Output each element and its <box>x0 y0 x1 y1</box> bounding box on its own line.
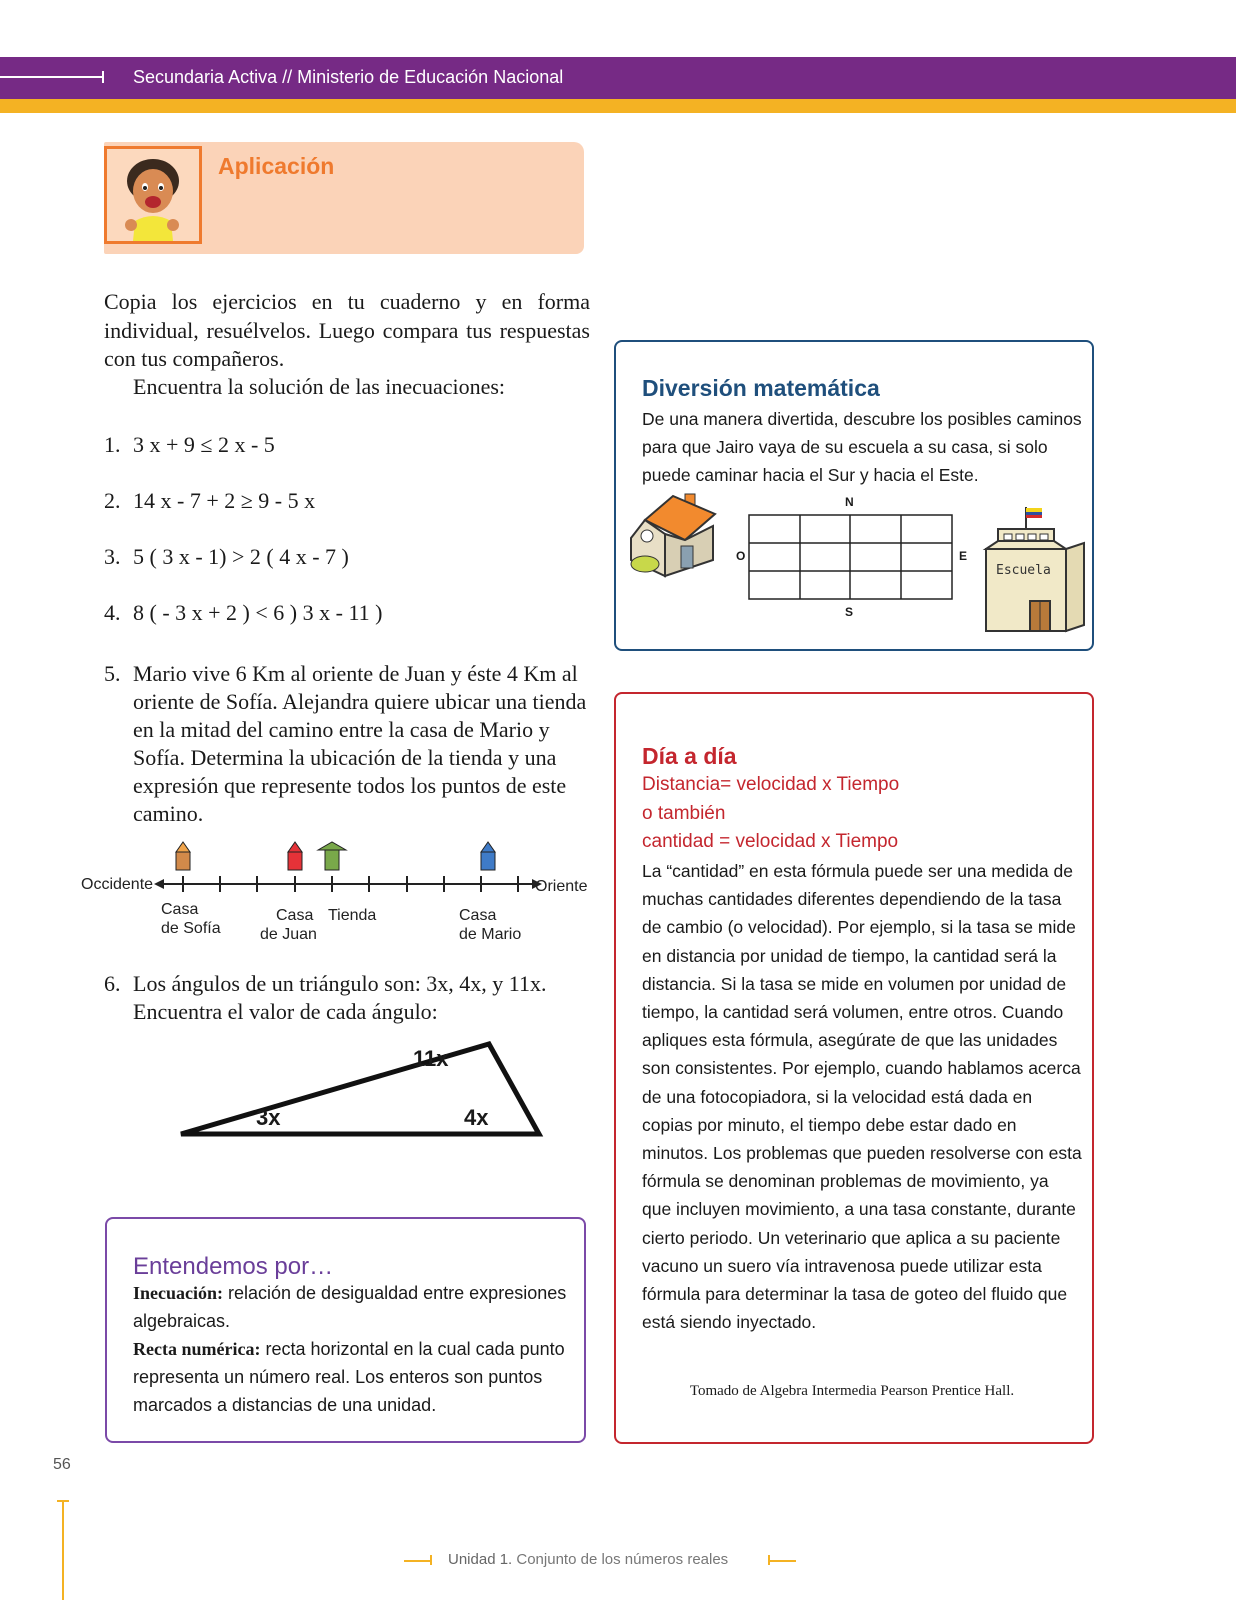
angle-right: 4x <box>464 1105 489 1130</box>
header-accent-stripe <box>0 99 1236 113</box>
entendemos-definitions <box>133 1279 573 1419</box>
exercise-1: 1. 3 x + 9 ≤ 2 x - 5 <box>104 432 275 457</box>
marker-tienda <box>318 842 346 870</box>
triangle-diagram <box>175 1040 545 1140</box>
exercise-1-text: 3 x + 9 ≤ 2 x - 5 <box>133 432 275 457</box>
exercise-5: 5. Mario vive 6 Km al oriente de Juan y éste 4 Km al oriente de Sofía. Alejandra quiere ubicar una tienda en la mitad del camino entre la casa de Mario y Sofía. Determina la ubicación de la tienda y una expresión que represente todos los puntos de este camino. <box>104 660 590 828</box>
label-occidente: Occidente <box>81 876 154 893</box>
formula-o-tambien: o también <box>642 802 726 824</box>
label-tienda: Tienda <box>328 907 377 924</box>
exercise-4-text: 8 ( - 3 x + 2 ) < 6 ) 3 x - 11 ) <box>133 600 383 625</box>
exercise-2-text: 14 x - 7 + 2 ≥ 9 - 5 x <box>133 488 316 513</box>
label-casa-sofia: Casa de Sofía <box>161 901 221 937</box>
exercise-6: 6. Los ángulos de un triángulo son: 3x, 4x, y 11x. Encuentra el valor de cada ángulo: <box>104 970 590 1026</box>
label-oriente: Oriente <box>535 878 588 895</box>
compass-s: S <box>845 605 854 619</box>
house-icon <box>625 490 725 580</box>
angle-left: 3x <box>256 1105 281 1130</box>
number-line <box>150 840 590 900</box>
header-rule-tick <box>102 71 104 83</box>
term-recta-numerica: Recta numérica: <box>133 1339 261 1359</box>
footer-tick-left <box>430 1555 432 1565</box>
footer-unit-title: Conjunto de los números reales <box>512 1551 729 1568</box>
diversion-title: Diversión matemática <box>642 375 880 401</box>
footer-unit-number: Unidad 1. <box>448 1551 513 1568</box>
compass-n: N <box>845 495 854 509</box>
label-casa-juan: Casa de Juan <box>260 907 317 943</box>
source-credit: Tomado de Algebra Intermedia Pearson Prentice Hall. <box>689 1383 1015 1399</box>
label-casa-mario: Casa de Mario <box>459 907 522 943</box>
exercise-6-text: Los ángulos de un triángulo son: 3x, 4x, y 11x. Encuentra el valor de cada ángulo: <box>133 971 547 1024</box>
footer-rule-right <box>768 1560 796 1562</box>
exercise-3-text: 5 ( 3 x - 1) > 2 ( 4 x - 7 ) <box>133 544 349 569</box>
student-illustration <box>104 146 202 244</box>
dia-a-dia-body: La “cantidad” en esta fórmula puede ser una medida de muchas cantidades diferentes dependiendo de la tasa de cambio (o velocidad). Por ejemplo, si la tasa se mide en distancia por unidad de tiempo, la cantidad será la distancia. Si la tasa se mide en volumen por unidad de tiempo, la cantidad será volumen, entre otros. Cuando apliques esta fórmula, asegúrate de que las unidades son consistentes. Por ejemplo, cuando hablamos acerca de una fotocopiadora, si la velocidad está dada en copias por minuto, el tiempo debe estar dado en minutos. Los problemas que pueden resolverse con esta fórmula se denominan problemas de movimiento, ya que incluyen movimiento, a una tasa constante, durante cierto periodo. Un veterinario que aplica a su paciente vacuno un suero vía intravenosa puede utilizar esta fórmula para determinar la tasa de goteo del fluido que está siendo inyectado. <box>642 861 1082 1333</box>
intro-paragraph: Copia los ejercicios en tu cuaderno y en forma individual, resuélvelos. Luego compara tus respuestas con tus compañeros. <box>104 289 590 371</box>
footer-unit <box>448 1551 728 1568</box>
student-icon <box>107 149 199 241</box>
footer-rule-left <box>404 1560 432 1562</box>
formula-lines <box>642 771 899 857</box>
exercise-2: 2. 14 x - 7 + 2 ≥ 9 - 5 x <box>104 488 316 513</box>
aplicacion-title: Aplicación <box>218 153 335 179</box>
margin-rule <box>62 1500 64 1600</box>
compass-o: O <box>736 549 746 563</box>
compass-e: E <box>959 549 968 563</box>
school-sign: Escuela <box>996 563 1051 578</box>
formula-cantidad: cantidad = velocidad x Tiempo <box>642 831 899 852</box>
route-grid <box>730 495 970 620</box>
def-inecuacion: relación de desigualdad entre expresiones algebraicas. <box>133 1283 567 1331</box>
instruction: Encuentra la solución de las inecuaciones: <box>133 374 506 399</box>
diversion-text: De una manera divertida, descubre los posibles caminos para que Jairo vaya de su escuela a su casa, si solo puede caminar hacia el Sur y hacia el Este. <box>642 409 1082 485</box>
page-number: 56 <box>53 1456 71 1473</box>
dia-a-dia-title: Día a día <box>642 743 737 769</box>
exercise-4: 4. 8 ( - 3 x + 2 ) < 6 ) 3 x - 11 ) <box>104 600 383 625</box>
header-rule <box>0 76 104 78</box>
term-inecuacion: Inecuación: <box>133 1283 223 1303</box>
exercise-3: 3. 5 ( 3 x - 1) > 2 ( 4 x - 7 ) <box>104 544 349 569</box>
entendemos-title: Entendemos por… <box>133 1253 334 1280</box>
formula-distancia: Distancia= velocidad x Tiempo <box>642 774 900 795</box>
angle-top: 11x <box>413 1046 449 1071</box>
marker-casa-juan <box>288 842 302 870</box>
marker-casa-sofia <box>176 842 190 870</box>
exercise-5-text: Mario vive 6 Km al oriente de Juan y éste 4 Km al oriente de Sofía. Alejandra quiere ubicar una tienda en la mitad del camino entre la casa de Mario y Sofía. Determina la ubicación de la tienda y una expresión que represente todos los puntos de este camino. <box>133 661 587 826</box>
marker-casa-mario <box>481 842 495 870</box>
header-title: Secundaria Activa // Ministerio de Educación Nacional <box>133 67 564 87</box>
def-recta-numerica: recta horizontal en la cual cada punto representa un número real. Los enteros son puntos marcados a distancias de una unidad. <box>133 1339 565 1415</box>
